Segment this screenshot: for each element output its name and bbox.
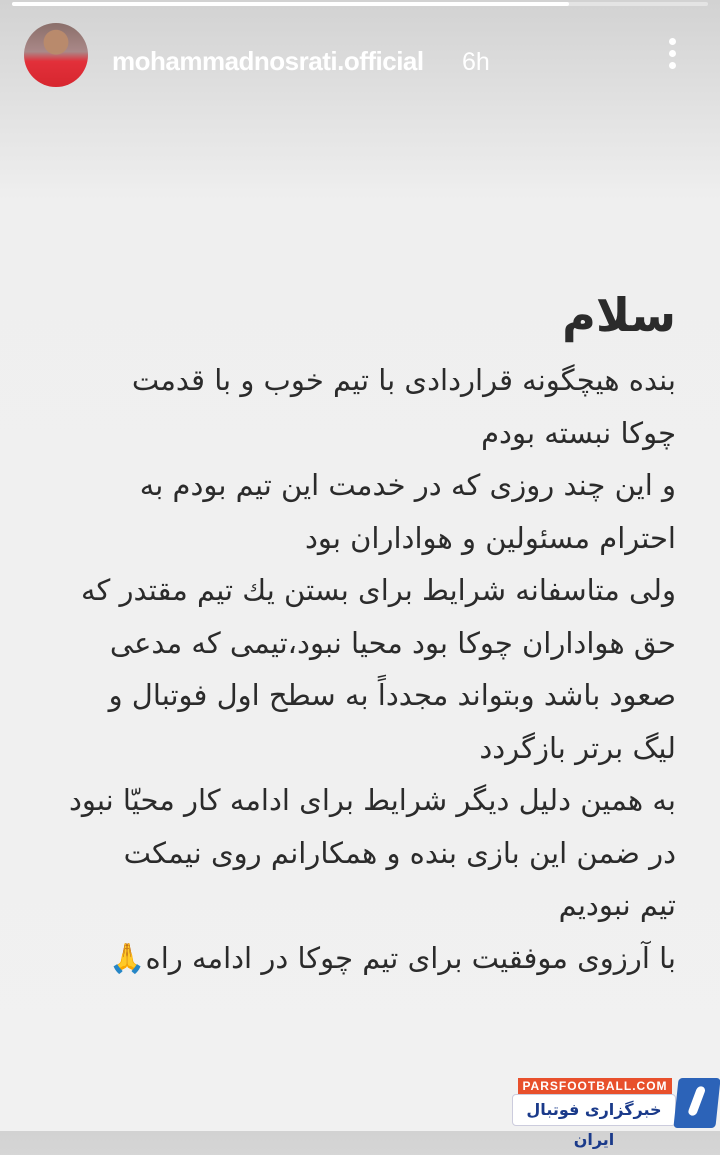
text-line: چوکا نبسته بودم	[481, 415, 676, 450]
story-text	[30, 280, 676, 984]
text-line: لیگ برتر بازگردد	[479, 730, 676, 765]
avatar[interactable]	[24, 23, 88, 87]
text-line: و این چند روزی که در خدمت این تیم بودم به	[139, 468, 676, 502]
text-line: حق هواداران چوکا بود محیا نبود،تیمی که مدعی	[109, 625, 676, 660]
text-line: در ضمن این بازی بنده و همکارانم روی نیمکت	[123, 835, 676, 870]
text-line: احترام مسئولین و هواداران بود	[304, 520, 676, 555]
watermark-tagline: خبرگزاری فوتبال ایران	[512, 1094, 676, 1126]
text-line: صعود باشد وبتواند مجدداً به سطح اول فوتبال و	[108, 678, 676, 712]
post-time: 6h	[462, 48, 490, 76]
greeting-title: سلام	[562, 288, 676, 342]
football-player-icon	[673, 1078, 720, 1128]
text-line: تیم نبودیم	[558, 888, 676, 922]
text-line: بنده هیچگونه قراردادی با تیم خوب و با قدمت	[131, 363, 676, 397]
text-line: با آرزوی موفقیت برای تیم چوکا در ادامه راه🙏	[109, 940, 676, 975]
username[interactable]: mohammadnosrati.official	[112, 46, 424, 76]
text-line: به همین دلیل دیگر شرایط برای ادامه کار محیّا نبود	[68, 783, 676, 817]
story-progress-bar	[12, 2, 708, 6]
watermark-site: PARSFOOTBALL.COM	[518, 1078, 672, 1094]
parsfootball-watermark	[512, 1078, 720, 1149]
text-line: ولی متاسفانه شرایط برای بستن یك تیم مقتدر که	[80, 573, 676, 607]
story-progress-fill	[12, 2, 569, 6]
more-options-icon[interactable]	[666, 38, 678, 69]
